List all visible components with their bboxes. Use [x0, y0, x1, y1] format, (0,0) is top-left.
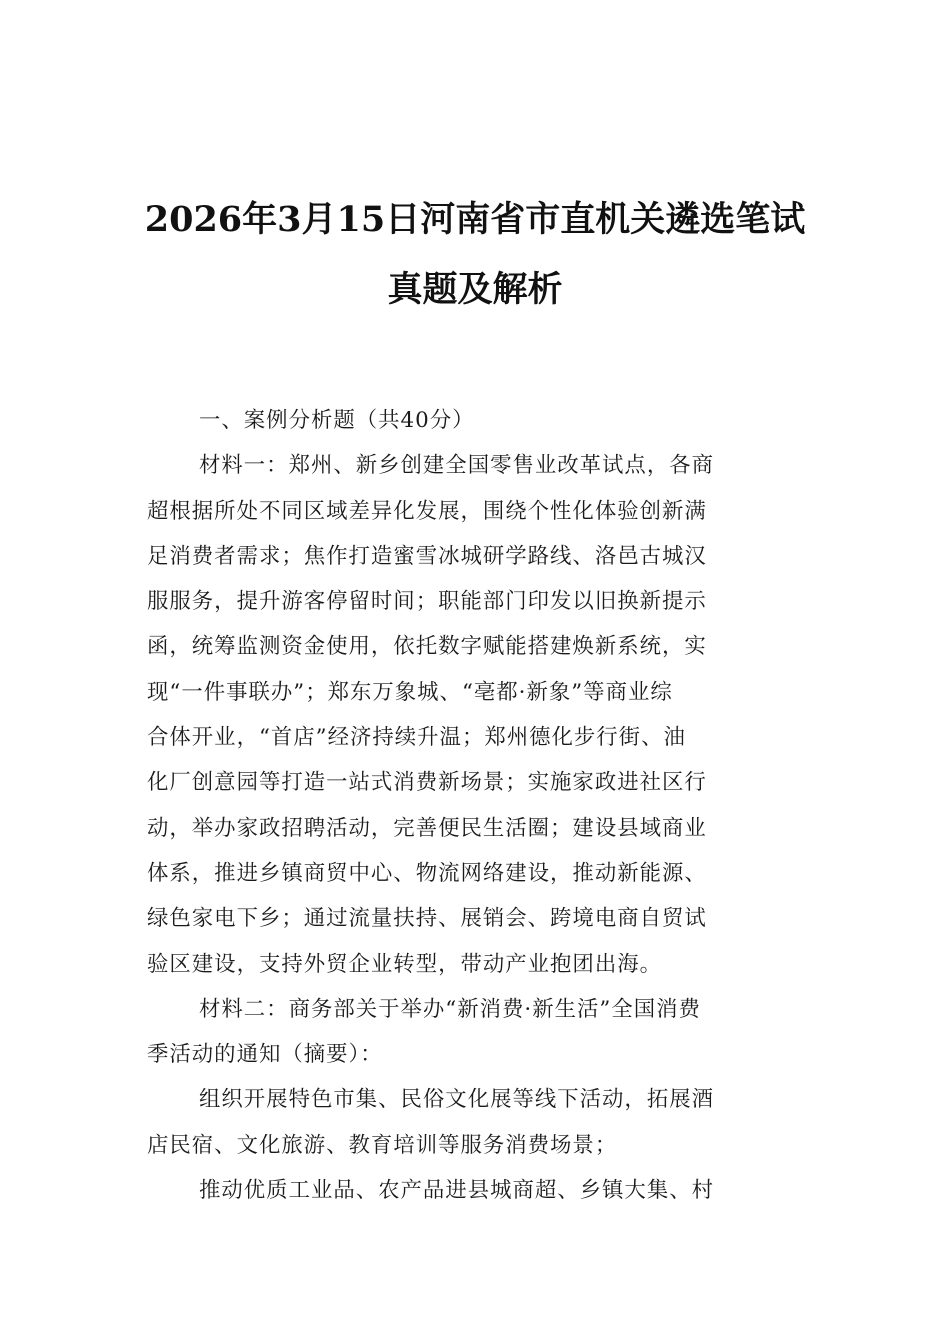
- document-title-line-1: 2026年3月15日河南省市直机关遴选笔试: [144, 199, 806, 240]
- body-paragraph: [147, 443, 807, 987]
- body-line: 组织开展特色市集、民俗文化展等线下活动，拓展酒: [199, 1087, 714, 1113]
- body-paragraph: [147, 1168, 807, 1213]
- body-line: 现“一件事联办”；郑东万象城、“亳都·新象”等商业综: [147, 679, 673, 705]
- body-line: 足消费者需求；焦作打造蜜雪冰城研学路线、洛邑古城汉: [147, 543, 707, 569]
- body-line: 化厂创意园等打造一站式消费新场景；实施家政进社区行: [147, 770, 707, 796]
- body-line: 合体开业，“首店”经济持续升温；郑州德化步行街、油: [147, 725, 686, 751]
- body-line: 服服务，提升游客停留时间；职能部门印发以旧换新提示: [147, 589, 707, 615]
- body-line: 绿色家电下乡；通过流量扶持、展销会、跨境电商自贸试: [147, 906, 707, 932]
- document-body: [147, 398, 807, 1213]
- document-title-line-2: 真题及解析: [387, 269, 563, 310]
- body-line: 动，举办家政招聘活动，完善便民生活圈；建设县域商业: [147, 815, 707, 841]
- body-line: 体系，推进乡镇商贸中心、物流网络建设，推动新能源、: [147, 860, 707, 886]
- body-paragraph: [147, 398, 807, 443]
- body-line: 季活动的通知（摘要）：: [147, 1042, 383, 1068]
- body-paragraph: [147, 1077, 807, 1168]
- body-line: 验区建设，支持外贸企业转型，带动产业抱团出海。: [147, 951, 662, 977]
- body-line: 一、案例分析题（共40分）: [199, 408, 475, 433]
- body-paragraph: [147, 987, 807, 1078]
- body-line: 材料一：郑州、新乡创建全国零售业改革试点，各商: [199, 453, 714, 479]
- body-line: 店民宿、文化旅游、教育培训等服务消费场景；: [147, 1132, 618, 1158]
- body-line: 材料二：商务部关于举办“新消费·新生活”全国消费: [199, 996, 701, 1022]
- body-line: 函，统筹监测资金使用，依托数字赋能搭建焕新系统，实: [147, 634, 707, 660]
- body-line: 超根据所处不同区域差异化发展，围绕个性化体验创新满: [147, 498, 707, 524]
- body-line: 推动优质工业品、农产品进县城商超、乡镇大集、村: [199, 1178, 714, 1204]
